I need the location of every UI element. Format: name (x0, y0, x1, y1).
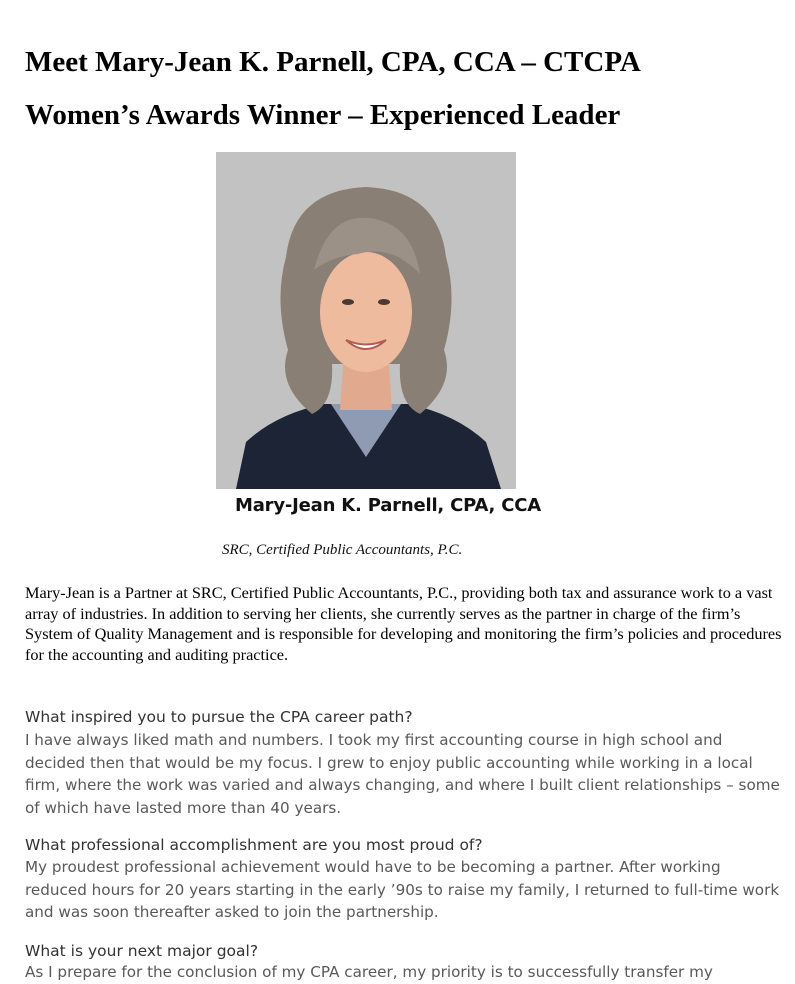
page-title-line-1: Meet Mary-Jean K. Parnell, CPA, CCA – CTCPA (25, 46, 641, 78)
question-2: What professional accomplishment are you most proud of? (25, 836, 483, 854)
question-3: What is your next major goal? (25, 942, 259, 960)
answer-1: I have always liked math and numbers. I took my first accounting course in high school and decided then that would be my focus. I grew to enjoy public accounting while working in a local firm, where the work was varied and always changing, and where I built client relationships – some of which have lasted more than 40 years. (25, 731, 780, 817)
answer-2: My proudest professional achievement would have to be becoming a partner. After working reduced hours for 20 years starting in the early ’90s to raise my family, I returned to full-time work and was soon thereafter asked to join the partnership. (25, 858, 780, 922)
bio-paragraph: Mary-Jean is a Partner at SRC, Certified Public Accountants, P.C., providing both tax and assurance work to a vast array of industries. In addition to serving her clients, she currently serves as the partner in charge of the firm’s System of Quality Management and is responsible for developing and monitoring the firm’s policies and procedures for the accounting and auditing practice. (25, 583, 782, 664)
portrait-caption-name: Mary-Jean K. Parnell, CPA, CCA (235, 495, 541, 516)
page-title-line-2: Women’s Awards Winner – Experienced Leader (25, 99, 621, 131)
portrait-photo (216, 152, 516, 489)
answer-3: As I prepare for the conclusion of my CPA career, my priority is to successfully transfer my (25, 963, 713, 981)
portrait-caption-firm: SRC, Certified Public Accountants, P.C. (222, 542, 463, 558)
question-1: What inspired you to pursue the CPA career path? (25, 708, 413, 726)
